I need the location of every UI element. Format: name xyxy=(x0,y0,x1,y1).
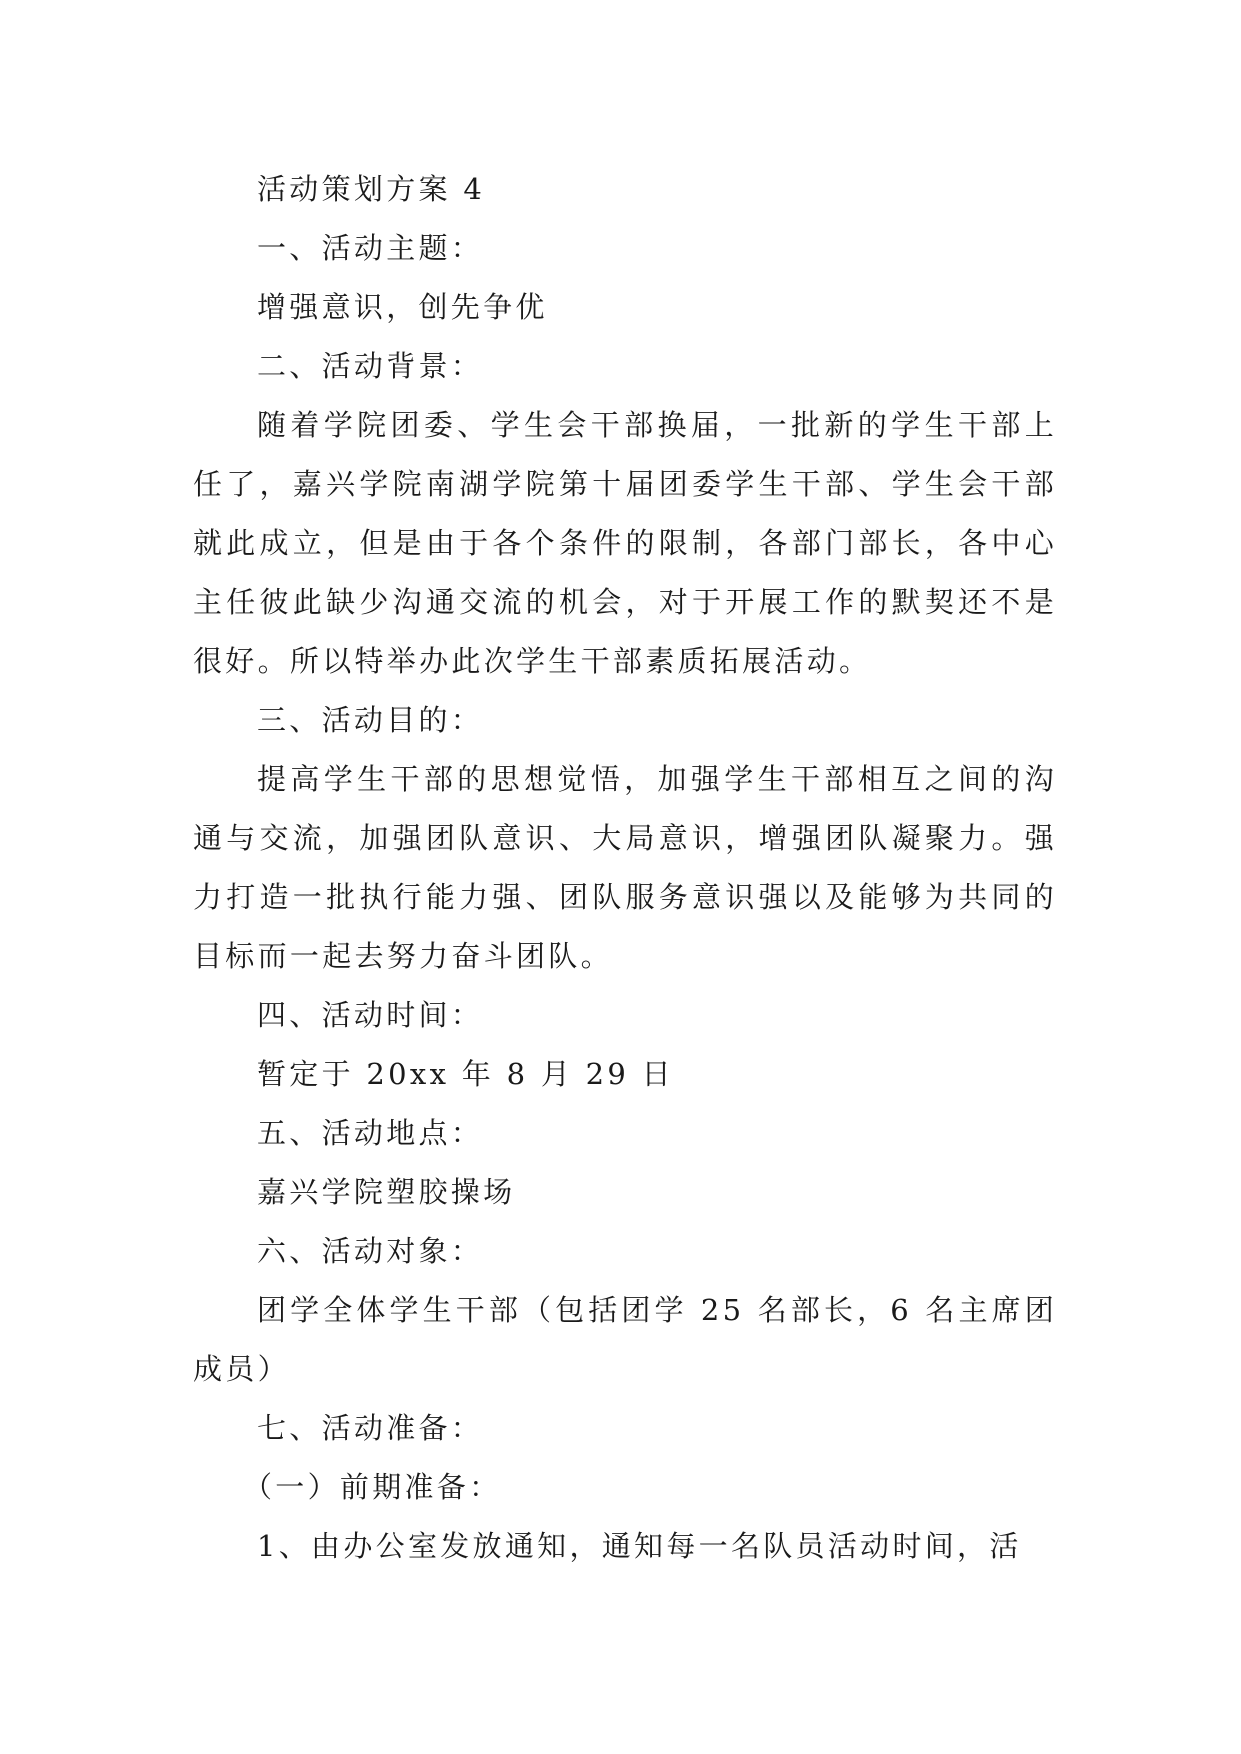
section-body-theme: 增强意识，创先争优 xyxy=(257,290,548,324)
section-heading-theme: 一、活动主题： xyxy=(257,231,484,265)
document-title: 活动策划方案 4 xyxy=(257,172,486,206)
section-body-location: 嘉兴学院塑胶操场 xyxy=(257,1175,516,1209)
section-body-time: 暂定于 20xx 年 8 月 29 日 xyxy=(257,1057,674,1091)
section-heading-location: 五、活动地点： xyxy=(257,1116,484,1150)
section-body-purpose: 提高学生干部的思想觉悟，加强学生干部相互之间的沟通与交流，加强团队意识、大局意识，增强团队凝聚力。强力打造一批执行能力强、团队服务意识强以及能够为共同的目标而一起去努力奋斗团队。 xyxy=(193,762,1057,973)
list-item-preparation-1: 1、由办公室发放通知，通知每一名队员活动时间，活 xyxy=(257,1529,1022,1563)
section-body-audience: 团学全体学生干部（包括团学 25 名部长，6 名主席团成员） xyxy=(193,1293,1057,1386)
section-heading-time: 四、活动时间： xyxy=(257,998,484,1032)
subsection-heading-early-preparation: （一）前期准备： xyxy=(243,1470,502,1504)
section-body-background: 随着学院团委、学生会干部换届，一批新的学生干部上任了，嘉兴学院南湖学院第十届团委学生干部、学生会干部就此成立，但是由于各个条件的限制，各部门部长，各中心主任彼此缺少沟通交流的机会，对于开展工作的默契还不是很好。所以特举办此次学生干部素质拓展活动。 xyxy=(193,408,1057,678)
section-heading-background: 二、活动背景： xyxy=(257,349,484,383)
document-body xyxy=(193,160,1057,1576)
section-heading-audience: 六、活动对象： xyxy=(257,1234,484,1268)
section-heading-preparation: 七、活动准备： xyxy=(257,1411,484,1445)
section-heading-purpose: 三、活动目的： xyxy=(257,703,484,737)
